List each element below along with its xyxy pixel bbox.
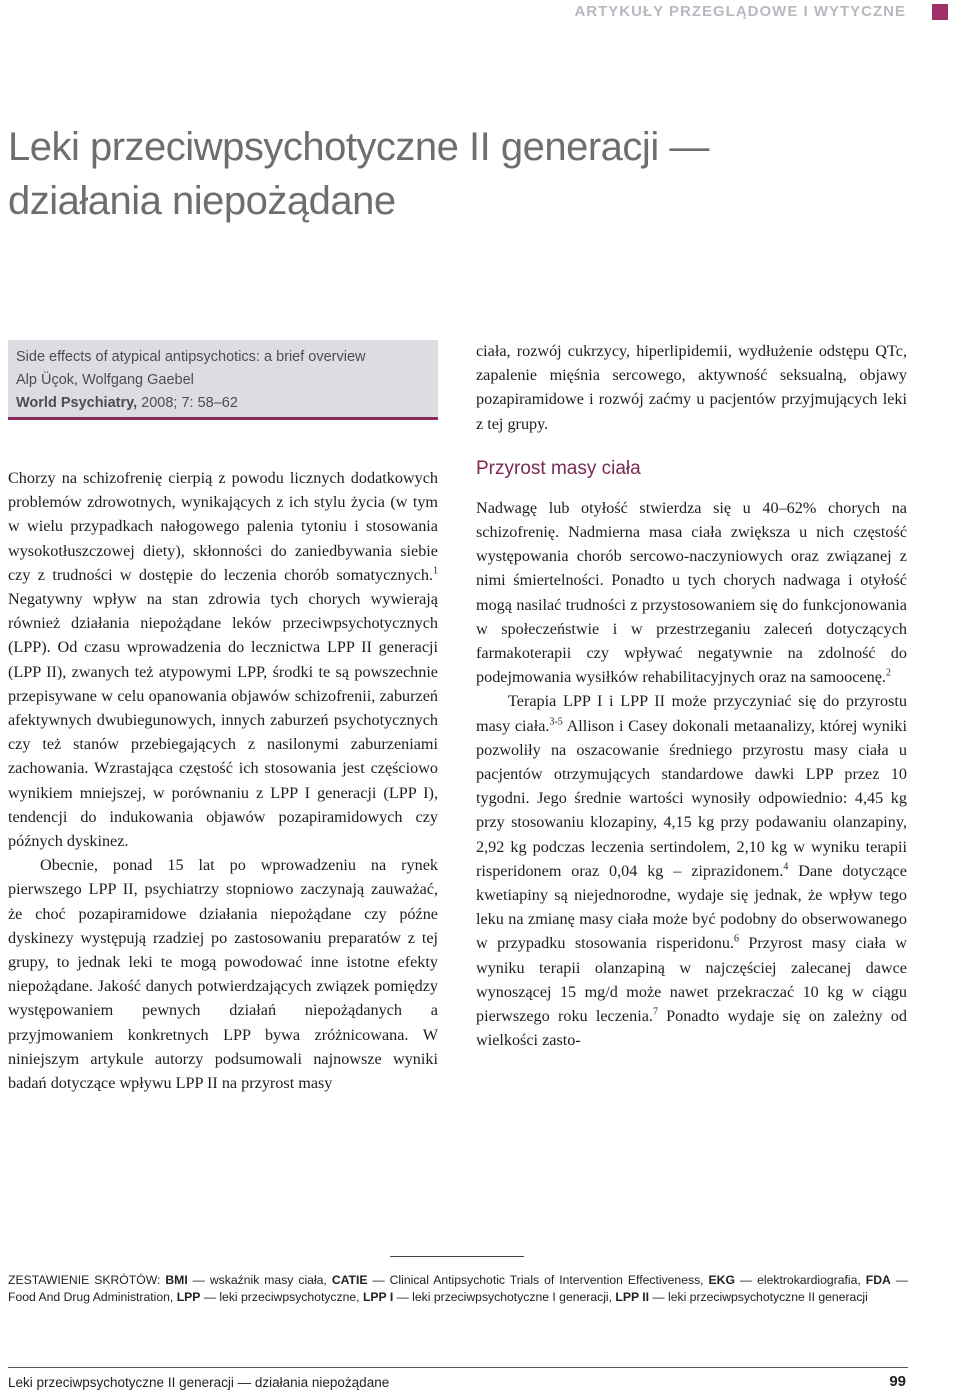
left-column	[8, 466, 438, 1095]
paragraph-5-text-c: Dane dotyczące kwetiapiny są niejednorodne, wydaje się jednak, że wpływ tego leku na zmianę masy ciała może być podobny do obserwowanego w przypadku stosowania risperidonu.	[476, 861, 907, 953]
abbr-term: LPP II	[615, 1290, 650, 1304]
abbreviations-list	[8, 1272, 908, 1306]
right-column	[476, 339, 907, 1052]
citation-3-5: 3-5	[549, 716, 563, 728]
paragraph-1-text-a: Chorzy na schizofrenię cierpią z powodu licznych dodatkowych problemów zdrowotnych, wynikających z ich stylu życia (w tym w wielu przypadkach nałogowego palenia tytoniu i stosowania wysokotłuszczowej diety), skłonności do zaniedbywania siebie czy z trudności w dostępie do leczenia chorób somatycznych.	[8, 469, 438, 584]
paragraph-5	[476, 689, 907, 1052]
section-marker-square	[932, 4, 948, 20]
abbr-term: EKG	[708, 1273, 735, 1287]
footer-divider	[8, 1367, 908, 1368]
section-label: ARTYKUŁY PRZEGLĄDOWE I WYTYCZNE	[574, 3, 906, 20]
paragraph-5-text-d: Przyrost masy ciała w wyniku terapii olanzapiną w najczęściej zalecanej dawce wynoszącej 15 mg/d może nawet przekraczać 10 kg w ciągu pierwszego roku leczenia.	[476, 934, 907, 1026]
citation-1: 1	[433, 565, 438, 577]
paragraph-4-text: Nadwagę lub otyłość stwierdza się u 40–62% chorych na schizofrenię. Nadmierna masa ciała zwiększa u nich częstość występowania chorób sercowo-naczyniowych oraz związanej z nimi śmiertelności. Ponadto u tych chorych nadwaga i otyłość mogą nasilać trudności z przystosowaniem się do funkcjonowania w społeczeństwie i w przestrzeganiu zaleceń dotyczących farmakoterapii czy wpływać negatywnie na zdolność do podejmowania wysiłków rehabilitacyjnych oraz na samoocenę.	[476, 498, 907, 687]
abbr-term: FDA	[865, 1273, 891, 1287]
journal-citation	[16, 392, 438, 415]
abbr-definition: — elektrokardiografia,	[734, 1273, 866, 1287]
abbreviations-label: ZESTAWIENIE SKRÓTÓW:	[8, 1273, 161, 1287]
citation-6: 6	[733, 934, 739, 946]
paragraph-1	[8, 466, 438, 853]
running-title: Leki przeciwpsychotyczne II generacji — działania niepożądane	[8, 1375, 390, 1390]
abbr-term: BMI	[165, 1273, 188, 1287]
footnote-divider	[390, 1256, 524, 1257]
original-title: Side effects of atypical antipsychotics: a brief overview	[16, 349, 366, 365]
citation-7: 7	[652, 1006, 658, 1018]
journal-name: World Psychiatry,	[16, 395, 138, 411]
paragraph-4	[476, 496, 907, 690]
journal-reference: 2008; 7: 58–62	[137, 395, 238, 411]
citation-2: 2	[885, 667, 891, 679]
abbr-term: CATIE	[331, 1273, 368, 1287]
paragraph-2: Obecnie, ponad 15 lat po wprowadzeniu na rynek pierwszego LPP II, psychiatrzy stopniowo zaczynają zauważać, że choć pozapiramidowe działania niepożądane czy późne dyskinezy występują rzadziej po zastosowaniu preparatów z tej grupy, to jednak leki te mogą powodować inne istotne efekty niepożądane. Jakość danych potwierdzających związek pomiędzy występowaniem pewnych działań niepożądanych a przyjmowaniem konkretnych LPP bywa zróżnicowana. W niniejszym artykule autorzy podsumowali najnowsze wyniki badań dotyczące wpływu LPP II na przyrost masy	[8, 856, 438, 1093]
abbr-definition: — leki przeciwpsychotyczne I generacji,	[393, 1290, 616, 1304]
page-number: 99	[889, 1373, 906, 1390]
authors: Alp Üçok, Wolfgang Gaebel	[16, 372, 194, 388]
abbr-term: LPP	[176, 1290, 201, 1304]
paragraph-5-text-b: Allison i Casey dokonali metaanalizy, której wyniki pozwoliły na oszacowanie średniego przyrostu masy ciała u pacjentów otrzymujących standardowe dawki LPP przez 10 tygodni. Jego średnie wartości wynosiły odpowiednio: 4,45 kg przy stosowaniu klozapiny, 4,15 kg przy podawaniu olanzapiny, 2,92 kg podczas leczenia sertindolem, 2,10 kg w wyniku terapii risperidonem oraz 0,04 kg – ziprazidonem.	[476, 716, 907, 880]
abbr-definition: — Food And Drug Administration,	[8, 1273, 908, 1304]
abbr-term: LPP I	[362, 1290, 394, 1304]
paragraph-5-text-e: Ponadto wydaje się on zależny od wielkości zasto-	[476, 1007, 907, 1050]
abbr-definition: — Clinical Antipsychotic Trials of Intervention Effectiveness,	[367, 1273, 709, 1287]
page-header	[0, 0, 960, 26]
paragraph-5-text-a: Terapia LPP I i LPP II może przyczyniać się do przyrostu masy ciała.	[476, 692, 907, 735]
article-title-line-2: działania niepożądane	[8, 179, 396, 223]
article-title	[8, 120, 908, 228]
article-title-line-1: Leki przeciwpsychotyczne II generacji —	[8, 125, 709, 169]
abbr-definition: — leki przeciwpsychotyczne II generacji	[649, 1290, 868, 1304]
paragraph-1-text-b: Negatywny wpływ na stan zdrowia tych chorych wywierają również działania niepożądane leków przeciwpsychotycznych (LPP). Od czasu wprowadzenia do lecznictwa LPP II generacji (LPP II), zwanych też atypowymi LPP, środki te są powszechnie przepisywane w celu opanowania objawów schizofrenii, zaburzeń afektywnych dwubiegunowych, innych zaburzeń psychotycznych czy też stanów przebiegających z nasilonymi zaburzeniami zachowania. Wzrastająca częstość ich stosowania jest częściowo wynikiem mniejszej, w porównaniu z LPP I generacji (LPP I), tendencji do indukowania objawów pozapiramidowych czy późnych dyskinez.	[8, 590, 438, 851]
abbr-definition: — leki przeciwpsychotyczne,	[200, 1290, 363, 1304]
abbr-definition: — wskaźnik masy ciała,	[187, 1273, 332, 1287]
paragraph-3: ciała, rozwój cukrzycy, hiperlipidemii, wydłużenie odstępu QTc, zapalenie mięśnia sercowego, aktywność seksualną, objawy pozapiramidowe i rozwój zaćmy u pacjentów przyjmujących leki z tej grupy.	[476, 342, 907, 433]
section-heading-weight-gain: Przyrost masy ciała	[476, 457, 641, 479]
citation-4: 4	[783, 861, 789, 873]
source-info-box	[8, 340, 438, 420]
